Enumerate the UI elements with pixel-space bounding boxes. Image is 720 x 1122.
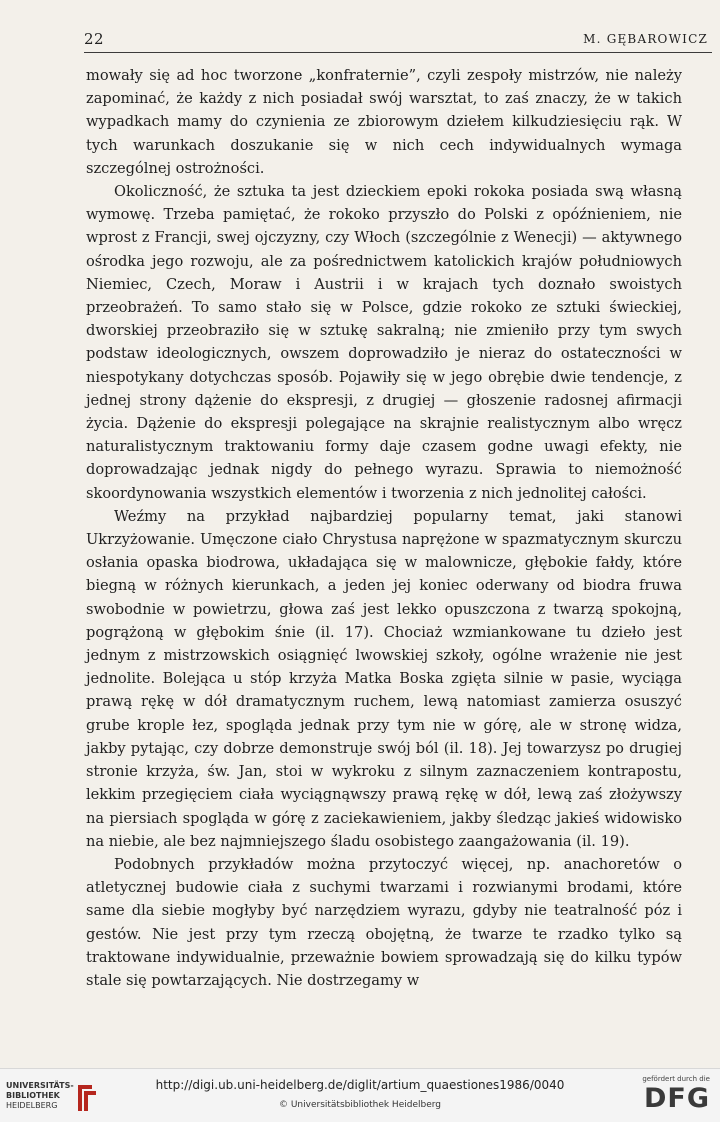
library-name-line: UNIVERSITÄTS- [6, 1081, 74, 1090]
body-text [86, 64, 682, 992]
footer-bar [0, 1068, 720, 1122]
paragraph: Weźmy na przykład najbardziej popularny temat, jaki stanowi Ukrzyżowanie. Umęczone ciało Chrystusa naprężone w spazmatycznym skurczu osłania opaska biodrowa, układająca się w malownicze, głębokie fałdy, które biegną w różnych kierunkach, a jeden jej koniec oderwany od biodra fruwa swobodnie w powietrzu, głowa zaś jest lekko opuszczona z twarzą spokojną, pogrążoną w głębokim śnie (il. 17). Chociaż wzmiankowane tu dzieło jest jednym z mistrzowskich osiągnięć lwowskiej szkoły, ogólne wrażenie nie jest jednolite. Bolejąca u stóp krzyża Matka Boska zgięta silnie w pasie, wyciąga prawą rękę w dół dramatycznym ruchem, lewą natomiast zamierza osuszyć grube krople łez, spogląda jednak przy tym nie w górę, ale w stronę widza, jakby pytając, czy dobrze demonstruje swój ból (il. 18). Jej towarzysz po drugiej stronie krzyża, św. Jan, stoi w wykroku z silnym zaznaczeniem kontrapostu, lekkim przegięciem ciała wyciągnąwszy prawą rękę w dół, lewą zaś złożywszy na piersiach spogląda w górę z zaciekawieniem, jakby śledząc jakieś widowisko na niebie, ale bez najmniejszego śladu osobistego zaangażowania (il. 19). [86, 507, 682, 850]
library-name-line: BIBLIOTHEK [6, 1091, 60, 1100]
page-number: 22 [84, 30, 105, 48]
permalink-url[interactable]: http://digi.ub.uni-heidelberg.de/diglit/artium_quaestiones1986/0040 [155, 1078, 565, 1092]
running-head [84, 30, 712, 53]
dfg-caption: gefördert durch die [642, 1075, 710, 1083]
running-head-author: M. GĘBAROWICZ [583, 32, 708, 46]
dfg-wordmark: DFG [643, 1083, 710, 1114]
copyright-notice: © Universitätsbibliothek Heidelberg [278, 1100, 441, 1110]
paragraph: Podobnych przykładów można przytoczyć więcej, np. anachoretów o atletycznej budowie ciała z suchymi twarzami i rozwianymi brodami, które same dla siebie mogłyby być narzędziem wyrazu, gdyby nie teatralność póz i gestów. Nie jest przy tym rzeczą obojętną, że twarze te rzadko tylko są traktowane indywidualnie, przeważnie bowiem sprowadzają się do kilku typów stale się powtarzających. Nie dostrzegamy w [86, 855, 682, 989]
paragraph: mowały się ad hoc tworzone „konfraternie”, czyli zespoły mistrzów, nie należy zapominać, że każdy z nich posiadał swój warsztat, to zaś znaczy, że w takich wypadkach mamy do czynienia ze zbiorowym dziełem kilkudziesięciu rąk. W tych warunkach doszukanie się w nich cech indywidualnych wymaga szczególnej ostrożności. [86, 67, 682, 177]
dfg-logo[interactable] [636, 1075, 710, 1117]
library-name-line: HEIDELBERG [6, 1101, 58, 1110]
paragraph: Okoliczność, że sztuka ta jest dzieckiem epoki rokoka posiada swą własną wymowę. Trzeba pamiętać, że rokoko przyszło do Polski z opóźnieniem, nie wprost z Francji, swej ojczyzny, czy Włoch (szczególnie z Wenecji) — aktywnego ośrodka jego rozwoju, ale za pośrednictwem katolickich krajów południowych Niemiec, Czech, Moraw i Austrii i w krajach tych doznało swoistych przeobrażeń. To samo stało się w Polsce, gdzie rokoko ze sztuki świeckiej, dworskiej przeobraziło się w sztukę sakralną; nie zmieniło przy tym swych podstaw ideologicznych, owszem doprowadziło je nieraz do ostateczności w niespotykany dotychczas sposób. Pojawiły się w jego obrębie dwie tendencje, z jednej strony dążenie do ekspresji, z drugiej — głoszenie radosnej afirmacji życia. Dążenie do ekspresji polegające na skrajnie realistycznym albo wręcz naturalistycznym traktowaniu formy daje czasem godne uwagi efekty, nie doprowadzając jednak nigdy do pełnego wyrazu. Sprawia to niemożność skoordynowania wszystkich elementów i tworzenia z nich jednolitej całości. [86, 183, 682, 502]
